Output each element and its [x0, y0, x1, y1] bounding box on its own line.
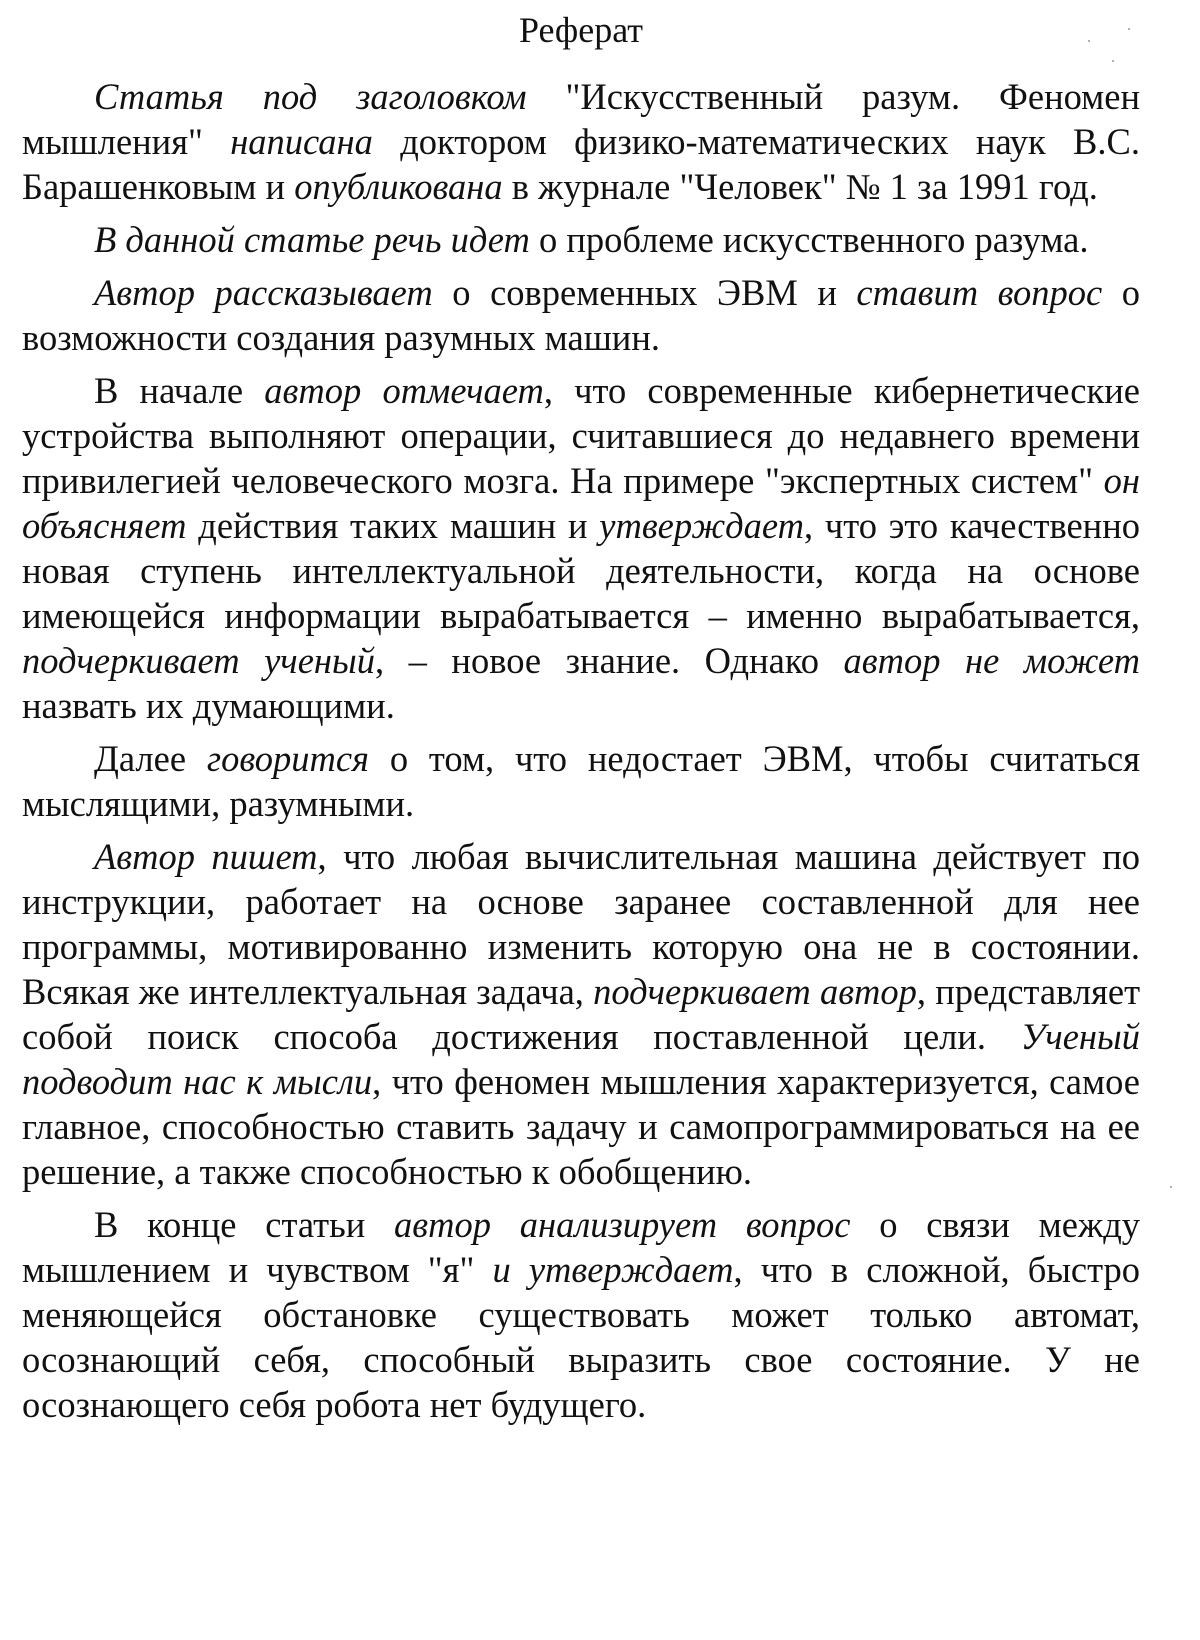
italic-text-run: автор не может — [843, 640, 1140, 681]
text-run: , представляет собой поиск способа достижения поставленной цели. — [22, 971, 1141, 1057]
text-run: о проблеме искусственного разума. — [529, 219, 1089, 260]
document-body — [22, 74, 1140, 1427]
scan-speck — [1128, 28, 1130, 30]
italic-text-run: автор отмечает — [264, 370, 544, 411]
italic-text-run: и утверждает — [492, 1249, 734, 1290]
text-run: , что феномен мышления характеризуется, самое главное, способностью ставить задачу и самопрограммироваться на ее решение, а также способностью к обобщению. — [22, 1061, 1140, 1192]
italic-text-run: говорится — [206, 738, 369, 779]
paragraph — [22, 74, 1140, 209]
italic-text-run: Статья под заголовком — [94, 76, 527, 117]
text-run: назвать их думающими. — [22, 685, 395, 726]
paragraph — [22, 368, 1140, 728]
text-run: В конце статьи — [94, 1204, 395, 1245]
italic-text-run: Автор рассказывает — [94, 272, 433, 313]
text-run: , что в сложной, быстро меняющейся обстановке существовать может только автомат, осознающий себя, способный выразить свое состояние. У не осознающего себя робота нет будущего. — [22, 1249, 1140, 1425]
text-run: , что современные кибернетические устройства выполняют операции, считавшиеся до недавнего времени привилегией человеческого мозга. На примере "экспертных систем" — [22, 370, 1140, 501]
text-run: , – новое знание. Однако — [375, 640, 844, 681]
italic-text-run: написана — [230, 121, 373, 162]
italic-text-run: утверждает — [599, 505, 804, 546]
text-run: в журнале "Человек" № 1 за 1991 год. — [502, 166, 1098, 207]
text-run: , что это качественно новая ступень интеллектуальной деятельности, когда на основе имеющейся информации вырабатывается – именно вырабатывается, — [22, 505, 1140, 636]
text-run: о возможности создания разумных машин. — [22, 272, 1141, 358]
italic-text-run: подчеркивает ученый — [22, 640, 376, 681]
document-title: Реферат — [518, 10, 644, 50]
text-run: о том, что недостает ЭВМ, чтобы считаться мыслящими, разумными. — [22, 738, 1140, 824]
italic-text-run: он объясняет — [22, 460, 1140, 546]
text-run: Далее — [94, 738, 207, 779]
text-run: о связи между мышлением и чувством "я" — [22, 1204, 1141, 1290]
text-run: действия таких машин и — [186, 505, 600, 546]
italic-text-run: опубликована — [294, 166, 503, 207]
paragraph — [22, 834, 1140, 1194]
scan-speck — [1112, 60, 1114, 62]
italic-text-run: автор анализирует вопрос — [394, 1204, 851, 1245]
paragraph — [22, 270, 1140, 360]
italic-text-run: ставит вопрос — [856, 272, 1103, 313]
text-run: доктором физико-математических наук В.С. Барашенковым и — [22, 121, 1140, 207]
scan-speck — [1088, 40, 1090, 42]
text-run: В начале — [94, 370, 265, 411]
paragraph — [22, 217, 1140, 262]
italic-text-run: В данной статье речь идет — [94, 219, 530, 260]
italic-text-run: подчеркивает автор — [593, 971, 917, 1012]
paragraph — [22, 736, 1140, 826]
document-page — [22, 8, 1140, 1435]
scan-speck — [1170, 1186, 1172, 1188]
text-run: , что любая вычислительная машина действует по инструкции, работает на основе заранее составленной для нее программы, мотивированно изменить которую она не в состоянии. Всякая же интеллектуальная задача, — [22, 836, 1140, 1012]
text-run: о современных ЭВМ и — [432, 272, 857, 313]
italic-text-run: Автор пишет — [94, 836, 318, 877]
text-run: "Искусственный разум. Феномен мышления" — [22, 76, 1141, 162]
italic-text-run: Ученый подводит нас к мысли — [22, 1016, 1140, 1102]
paragraph — [22, 1202, 1140, 1427]
